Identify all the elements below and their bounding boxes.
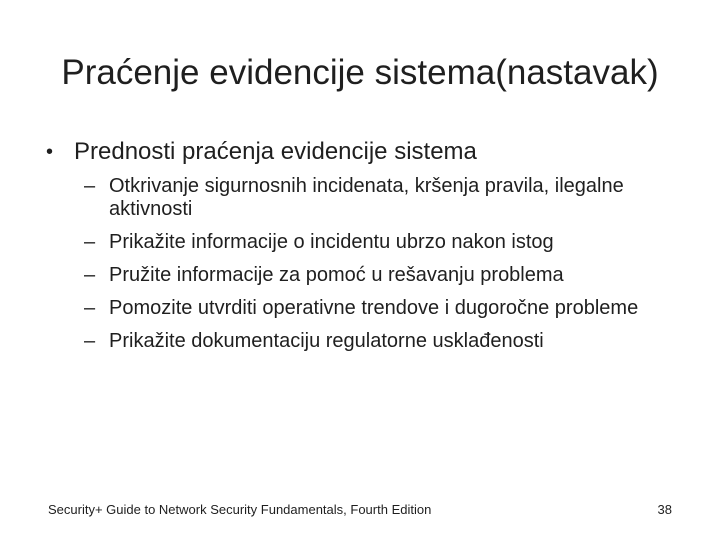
slide-title: Praćenje evidencije sistema(nastavak)	[61, 53, 659, 92]
sub-bullet-item	[84, 330, 686, 353]
sub-bullet-text: Otkrivanje sigurnosnih incidenata, kršenja pravila, ilegalne aktivnosti	[109, 175, 624, 220]
sub-bullet-text: Prikažite dokumentaciju regulatorne usklađenosti	[109, 330, 544, 352]
sub-bullet-marker: –	[84, 330, 96, 352]
sub-bullet-marker: –	[84, 175, 96, 197]
sub-bullet-text: Prikažite informacije o incidentu ubrzo nakon istog	[109, 231, 554, 253]
sub-bullet-item	[84, 297, 686, 320]
sub-bullet-item	[84, 264, 686, 287]
sub-bullet-item	[84, 231, 686, 254]
sub-bullet-list	[84, 175, 686, 353]
sub-bullet-marker: –	[84, 264, 96, 286]
sub-bullet-marker: –	[84, 297, 96, 319]
footer-source: Security+ Guide to Network Security Fundamentals, Fourth Edition	[48, 502, 432, 517]
slide-content	[46, 137, 686, 363]
sub-bullet-text: Pomozite utvrditi operativne trendove i dugoročne probleme	[109, 297, 639, 319]
sub-bullet-marker: –	[84, 231, 96, 253]
page-number: 38	[657, 502, 672, 517]
sub-bullet-text: Pružite informacije za pomoć u rešavanju problema	[109, 264, 564, 286]
main-bullet-text: Prednosti praćenja evidencije sistema	[74, 138, 477, 165]
sub-bullet-item	[84, 175, 686, 221]
main-bullet	[46, 137, 686, 167]
bullet-marker: •	[46, 141, 54, 163]
